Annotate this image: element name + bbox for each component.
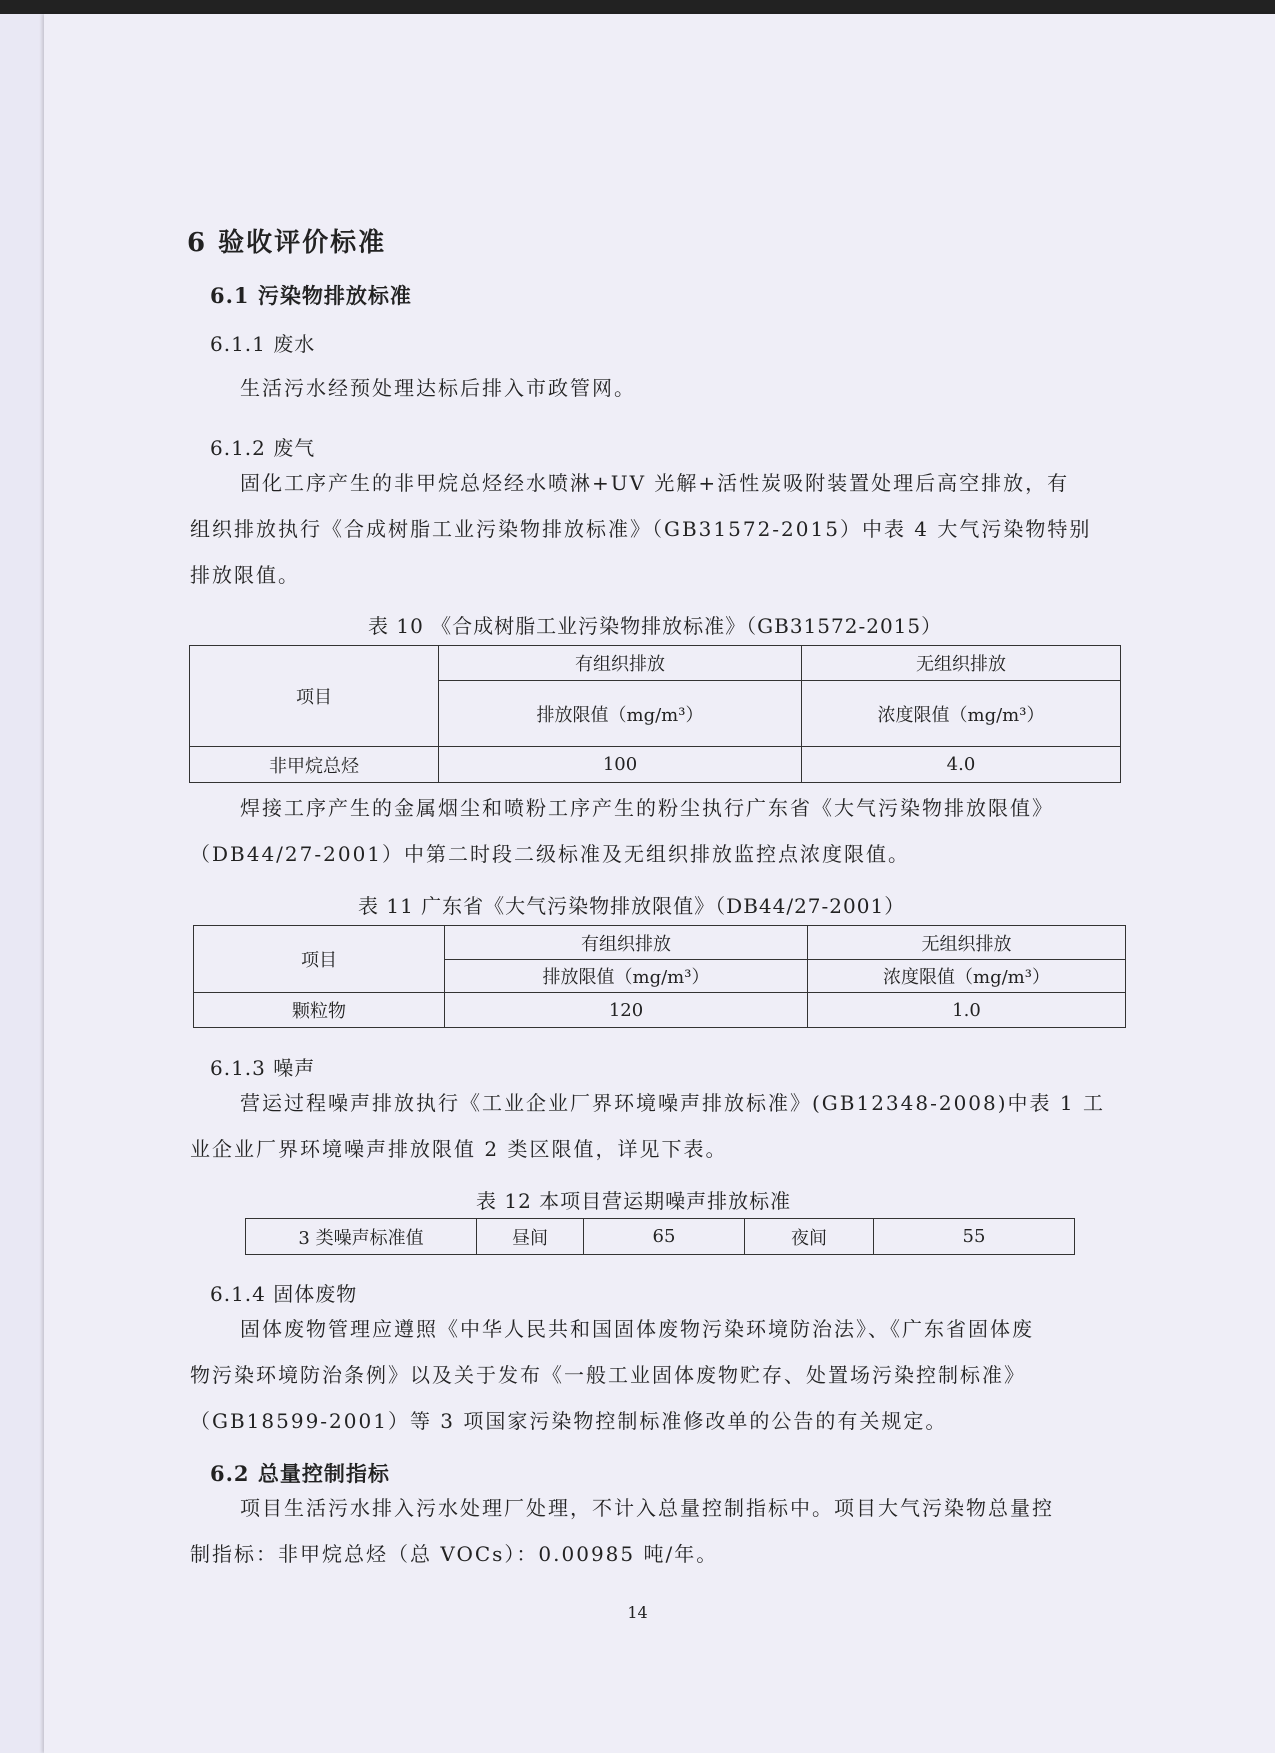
- paragraph-noise-line1: 营运过程噪声排放执行《工业企业厂界环境噪声排放标准》(GB12348-2008)中表 1 工: [240, 1091, 1105, 1115]
- table12: [245, 1218, 1075, 1255]
- table12-label: 3 类噪声标准值: [246, 1219, 477, 1255]
- table12-day-label: 昼间: [477, 1219, 584, 1255]
- paragraph-noise-line2: 业企业厂界环境噪声排放限值 2 类区限值，详见下表。: [190, 1137, 728, 1161]
- paragraph-gas-line3: 排放限值。: [190, 563, 300, 587]
- table11: [193, 925, 1126, 1028]
- table12-caption: 表 12 本项目营运期噪声排放标准: [476, 1189, 792, 1213]
- table10-header-unorganized: 无组织排放: [802, 646, 1121, 681]
- table12-day-value: 65: [584, 1219, 745, 1255]
- table11-row-unorganized: 1.0: [808, 993, 1126, 1028]
- table10: [189, 645, 1121, 783]
- table10-row-unorganized: 4.0: [802, 747, 1121, 783]
- scan-edge: [0, 0, 1275, 14]
- section-title: 6 验收评价标准: [187, 228, 387, 258]
- table10-header-unorganized-limit: 浓度限值（mg/m³）: [802, 681, 1121, 747]
- table10-row-organized: 100: [439, 747, 802, 783]
- table10-row-item: 非甲烷总烃: [190, 747, 439, 783]
- paragraph-solid-line3: （GB18599-2001）等 3 项国家污染物控制标准修改单的公告的有关规定。: [190, 1409, 948, 1433]
- table11-header-unorganized-limit: 浓度限值（mg/m³）: [808, 960, 1126, 993]
- table10-header-item: 项目: [190, 646, 439, 747]
- table11-row-organized: 120: [445, 993, 808, 1028]
- paragraph-gas-line1: 固化工序产生的非甲烷总烃经水喷淋+UV 光解+活性炭吸附装置处理后高空排放，有: [240, 471, 1070, 495]
- subsection-title-6-1-4: 6.1.4 固体废物: [210, 1282, 358, 1306]
- table10-header-organized-limit: 排放限值（mg/m³）: [439, 681, 802, 747]
- table11-header-organized: 有组织排放: [445, 926, 808, 960]
- table10-caption: 表 10 《合成树脂工业污染物排放标准》（GB31572-2015）: [368, 614, 943, 638]
- subsection-title-6-1-1: 6.1.1 废水: [210, 332, 316, 356]
- table12-night-label: 夜间: [745, 1219, 874, 1255]
- table11-caption: 表 11 广东省《大气污染物排放限值》（DB44/27-2001）: [358, 894, 906, 918]
- subsection-title-6-2: 6.2 总量控制指标: [210, 1461, 390, 1486]
- page-number: 14: [627, 1603, 648, 1622]
- table11-header-item: 项目: [194, 926, 445, 993]
- subsection-title-6-1-2: 6.1.2 废气: [210, 436, 316, 460]
- subsection-title-6-1: 6.1 污染物排放标准: [210, 283, 412, 308]
- paragraph-total-line1: 项目生活污水排入污水处理厂处理，不计入总量控制指标中。项目大气污染物总量控: [240, 1496, 1054, 1520]
- table10-header-organized: 有组织排放: [439, 646, 802, 681]
- paragraph-solid-line2: 物污染环境防治条例》以及关于发布《一般工业固体废物贮存、处置场污染控制标准》: [190, 1363, 1026, 1387]
- table11-row-item: 颗粒物: [194, 993, 445, 1028]
- paragraph-weld-line1: 焊接工序产生的金属烟尘和喷粉工序产生的粉尘执行广东省《大气污染物排放限值》: [240, 796, 1054, 820]
- paragraph-weld-line2: （DB44/27-2001）中第二时段二级标准及无组织排放监控点浓度限值。: [190, 842, 911, 866]
- paragraph-gas-line2: 组织排放执行《合成树脂工业污染物排放标准》（GB31572-2015）中表 4 大气污染物特别: [190, 517, 1092, 541]
- paragraph-wastewater: 生活污水经预处理达标后排入市政管网。: [240, 376, 636, 400]
- paragraph-total-line2: 制指标：非甲烷总烃（总 VOCs）：0.00985 吨/年。: [190, 1542, 719, 1566]
- table11-header-unorganized: 无组织排放: [808, 926, 1126, 960]
- table11-header-organized-limit: 排放限值（mg/m³）: [445, 960, 808, 993]
- table12-night-value: 55: [874, 1219, 1075, 1255]
- paragraph-solid-line1: 固体废物管理应遵照《中华人民共和国固体废物污染环境防治法》、《广东省固体废: [240, 1317, 1034, 1341]
- subsection-title-6-1-3: 6.1.3 噪声: [210, 1056, 316, 1080]
